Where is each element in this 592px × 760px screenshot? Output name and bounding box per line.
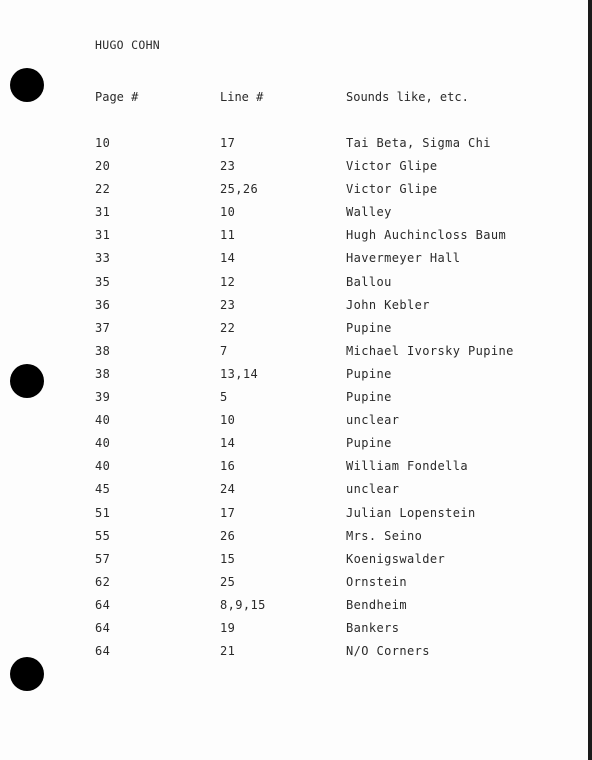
cell-line-number: 7 (220, 343, 228, 358)
table-row (0, 597, 592, 620)
cell-line-number: 23 (220, 159, 236, 174)
cell-page-number: 38 (95, 366, 111, 381)
cell-page-number: 10 (95, 136, 111, 150)
cell-page-number: 31 (95, 205, 111, 220)
cell-line-number: 17 (220, 136, 236, 150)
cell-line-number: 16 (220, 459, 236, 474)
cell-line-number: 11 (220, 228, 236, 243)
cell-sounds-like: Hugh Auchincloss Baum (346, 228, 507, 243)
header-line-number: Line # (220, 90, 264, 104)
table-row (0, 297, 592, 320)
cell-sounds-like: Bendheim (346, 597, 407, 612)
table-row (0, 435, 592, 458)
cell-page-number: 38 (95, 343, 111, 358)
cell-line-number: 14 (220, 436, 236, 451)
cell-line-number: 26 (220, 528, 236, 543)
table-row (0, 204, 592, 227)
cell-sounds-like: William Fondella (346, 459, 468, 474)
table-row (0, 458, 592, 481)
cell-line-number: 5 (220, 390, 228, 405)
cell-line-number: 8,9,15 (220, 597, 266, 612)
cell-sounds-like: Julian Lopenstein (346, 505, 476, 520)
cell-line-number: 12 (220, 274, 236, 289)
cell-line-number: 24 (220, 482, 236, 497)
cell-page-number: 33 (95, 251, 111, 266)
cell-line-number: 10 (220, 413, 236, 428)
cell-page-number: 62 (95, 574, 111, 589)
table-row (0, 412, 592, 435)
cell-page-number: 31 (95, 228, 111, 243)
cell-line-number: 13,14 (220, 366, 259, 381)
table-row (0, 505, 592, 528)
cell-line-number: 10 (220, 205, 236, 220)
table-header (0, 89, 592, 107)
cell-page-number: 40 (95, 436, 111, 451)
table-row (0, 320, 592, 343)
cell-sounds-like: Pupine (346, 436, 392, 451)
cell-sounds-like: Tai Beta, Sigma Chi (346, 136, 491, 150)
table-row (0, 643, 592, 666)
table-row (0, 574, 592, 597)
cell-sounds-like: unclear (346, 413, 400, 428)
cell-sounds-like: Havermeyer Hall (346, 251, 461, 266)
cell-page-number: 64 (95, 644, 111, 659)
cell-page-number: 39 (95, 390, 111, 405)
table-body (0, 135, 592, 666)
table-row (0, 366, 592, 389)
table-row (0, 551, 592, 574)
cell-line-number: 25,26 (220, 182, 259, 197)
cell-sounds-like: Bankers (346, 620, 400, 635)
cell-page-number: 55 (95, 528, 111, 543)
cell-line-number: 22 (220, 320, 236, 335)
cell-sounds-like: Mrs. Seino (346, 528, 423, 543)
cell-sounds-like: John Kebler (346, 297, 430, 312)
header-page-number: Page # (95, 90, 139, 104)
cell-sounds-like: Koenigswalder (346, 551, 446, 566)
cell-sounds-like: Victor Glipe (346, 182, 438, 197)
cell-page-number: 40 (95, 413, 111, 428)
cell-sounds-like: Ornstein (346, 574, 407, 589)
cell-line-number: 25 (220, 574, 236, 589)
cell-page-number: 45 (95, 482, 111, 497)
cell-page-number: 51 (95, 505, 111, 520)
cell-line-number: 17 (220, 505, 236, 520)
cell-line-number: 15 (220, 551, 236, 566)
cell-line-number: 23 (220, 297, 236, 312)
cell-line-number: 19 (220, 620, 236, 635)
cell-sounds-like: Pupine (346, 366, 392, 381)
document-title: HUGO COHN (95, 38, 161, 52)
table-row (0, 528, 592, 551)
cell-line-number: 21 (220, 644, 236, 659)
cell-sounds-like: Walley (346, 205, 392, 220)
cell-sounds-like: Ballou (346, 274, 392, 289)
cell-page-number: 57 (95, 551, 111, 566)
table-row (0, 181, 592, 204)
table-row (0, 274, 592, 297)
table-row (0, 135, 592, 158)
cell-sounds-like: Victor Glipe (346, 159, 438, 174)
cell-page-number: 35 (95, 274, 111, 289)
table-row (0, 227, 592, 250)
table-row (0, 343, 592, 366)
header-sounds-like: Sounds like, etc. (346, 90, 469, 104)
cell-page-number: 64 (95, 597, 111, 612)
table-row (0, 481, 592, 504)
cell-sounds-like: unclear (346, 482, 400, 497)
table-row (0, 250, 592, 273)
table-row (0, 620, 592, 643)
cell-page-number: 36 (95, 297, 111, 312)
cell-page-number: 40 (95, 459, 111, 474)
cell-sounds-like: Pupine (346, 390, 392, 405)
cell-page-number: 22 (95, 182, 111, 197)
table-row (0, 389, 592, 412)
cell-sounds-like: Michael Ivorsky Pupine (346, 343, 514, 358)
cell-sounds-like: Pupine (346, 320, 392, 335)
table-row (0, 158, 592, 181)
cell-line-number: 14 (220, 251, 236, 266)
cell-page-number: 37 (95, 320, 111, 335)
cell-page-number: 20 (95, 159, 111, 174)
cell-sounds-like: N/O Corners (346, 644, 430, 659)
cell-page-number: 64 (95, 620, 111, 635)
